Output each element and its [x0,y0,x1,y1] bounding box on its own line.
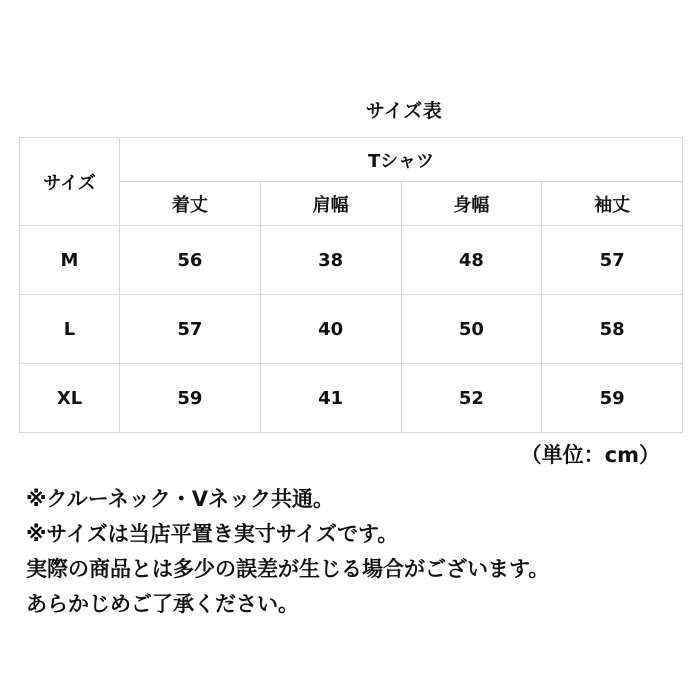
table-header-row [20,138,683,182]
column-header-row [20,182,683,226]
size-header-cell: サイズ [20,138,120,226]
column-header-sleeve: 袖丈 [542,182,683,226]
table-cell: 56 [120,226,261,295]
table-cell: 59 [120,364,261,433]
column-header-chest: 身幅 [401,182,542,226]
unit-label: （単位：cm） [520,443,660,467]
row-size-label: XL [20,364,120,433]
table-cell: 58 [542,295,683,364]
note-line: 実際の商品とは多少の誤差が生じる場合がございます。 [26,557,550,581]
page-title: サイズ表 [365,100,443,122]
table-cell: 48 [401,226,542,295]
table-cell: 52 [401,364,542,433]
table-row [20,364,683,433]
table-cell: 50 [401,295,542,364]
table-row [20,295,683,364]
row-size-label: L [20,295,120,364]
group-header-cell: Tシャツ [120,138,683,182]
notes [26,482,686,622]
column-header-shoulder: 肩幅 [260,182,401,226]
table-cell: 38 [260,226,401,295]
row-size-label: M [20,226,120,295]
column-header-length: 着丈 [120,182,261,226]
table-cell: 41 [260,364,401,433]
table-cell: 57 [542,226,683,295]
table-cell: 59 [542,364,683,433]
table-cell: 57 [120,295,261,364]
table-cell: 40 [260,295,401,364]
note-line: ※クルーネック・Vネック共通。 [26,487,334,511]
size-table [19,137,683,433]
table-row [20,226,683,295]
note-line: ※サイズは当店平置き実寸サイズです。 [26,522,399,546]
note-line: あらかじめご了承ください。 [26,592,299,616]
